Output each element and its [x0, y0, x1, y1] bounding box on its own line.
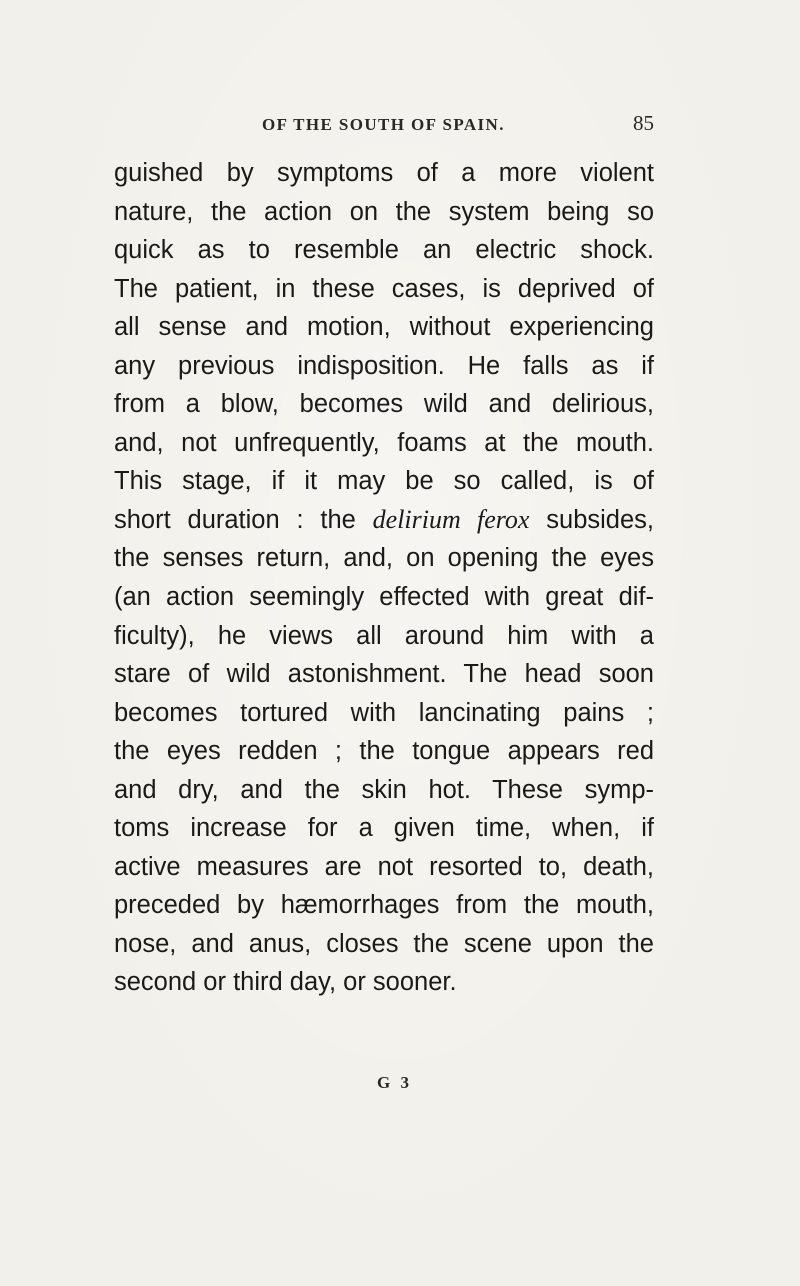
text-line: all sense and motion, without experiencing	[114, 313, 654, 342]
text-fragment: subsides,	[529, 505, 654, 534]
text-line: nose, and anus, closes the scene upon the	[114, 929, 654, 958]
text-line: ficulty), he views all around him with a	[114, 621, 654, 650]
text-line: guished by symptoms of a more violent	[114, 159, 654, 187]
text-line: any previous indisposition. He falls as if	[114, 351, 654, 380]
text-line: toms increase for a given time, when, if	[114, 814, 654, 843]
body-text	[114, 154, 654, 1002]
text-line: preceded by hæmorrhages from the mouth,	[114, 891, 654, 920]
italic-phrase: delirium ferox	[372, 504, 530, 534]
text-line: (an action seemingly effected with great dif-	[114, 583, 654, 612]
text-fragment: short duration : the	[114, 505, 373, 534]
running-title: OF THE SOUTH OF SPAIN.	[262, 115, 505, 134]
text-line-last: second or third day, or sooner.	[114, 968, 457, 997]
text-line: the eyes redden ; the tongue appears red	[114, 737, 654, 766]
running-head	[262, 111, 654, 136]
signature-mark: G 3	[377, 1073, 412, 1092]
text-line: becomes tortured with lancinating pains ;	[114, 698, 654, 727]
text-line: and dry, and the skin hot. These symp-	[114, 775, 654, 804]
text-line: nature, the action on the system being so	[114, 197, 654, 226]
text-line: and, not unfrequently, foams at the mouth.	[114, 428, 654, 457]
text-line: active measures are not resorted to, death,	[114, 852, 654, 881]
text-line: The patient, in these cases, is deprived of	[114, 274, 654, 303]
text-line: from a blow, becomes wild and delirious,	[114, 390, 654, 419]
text-line-with-italic	[114, 501, 654, 540]
page-number: 85	[633, 111, 654, 135]
text-line: quick as to resemble an electric shock.	[114, 236, 654, 265]
text-line: the senses return, and, on opening the eyes	[114, 544, 654, 573]
text-line: stare of wild astonishment. The head soon	[114, 660, 654, 689]
text-line: This stage, if it may be so called, is of	[114, 467, 654, 496]
